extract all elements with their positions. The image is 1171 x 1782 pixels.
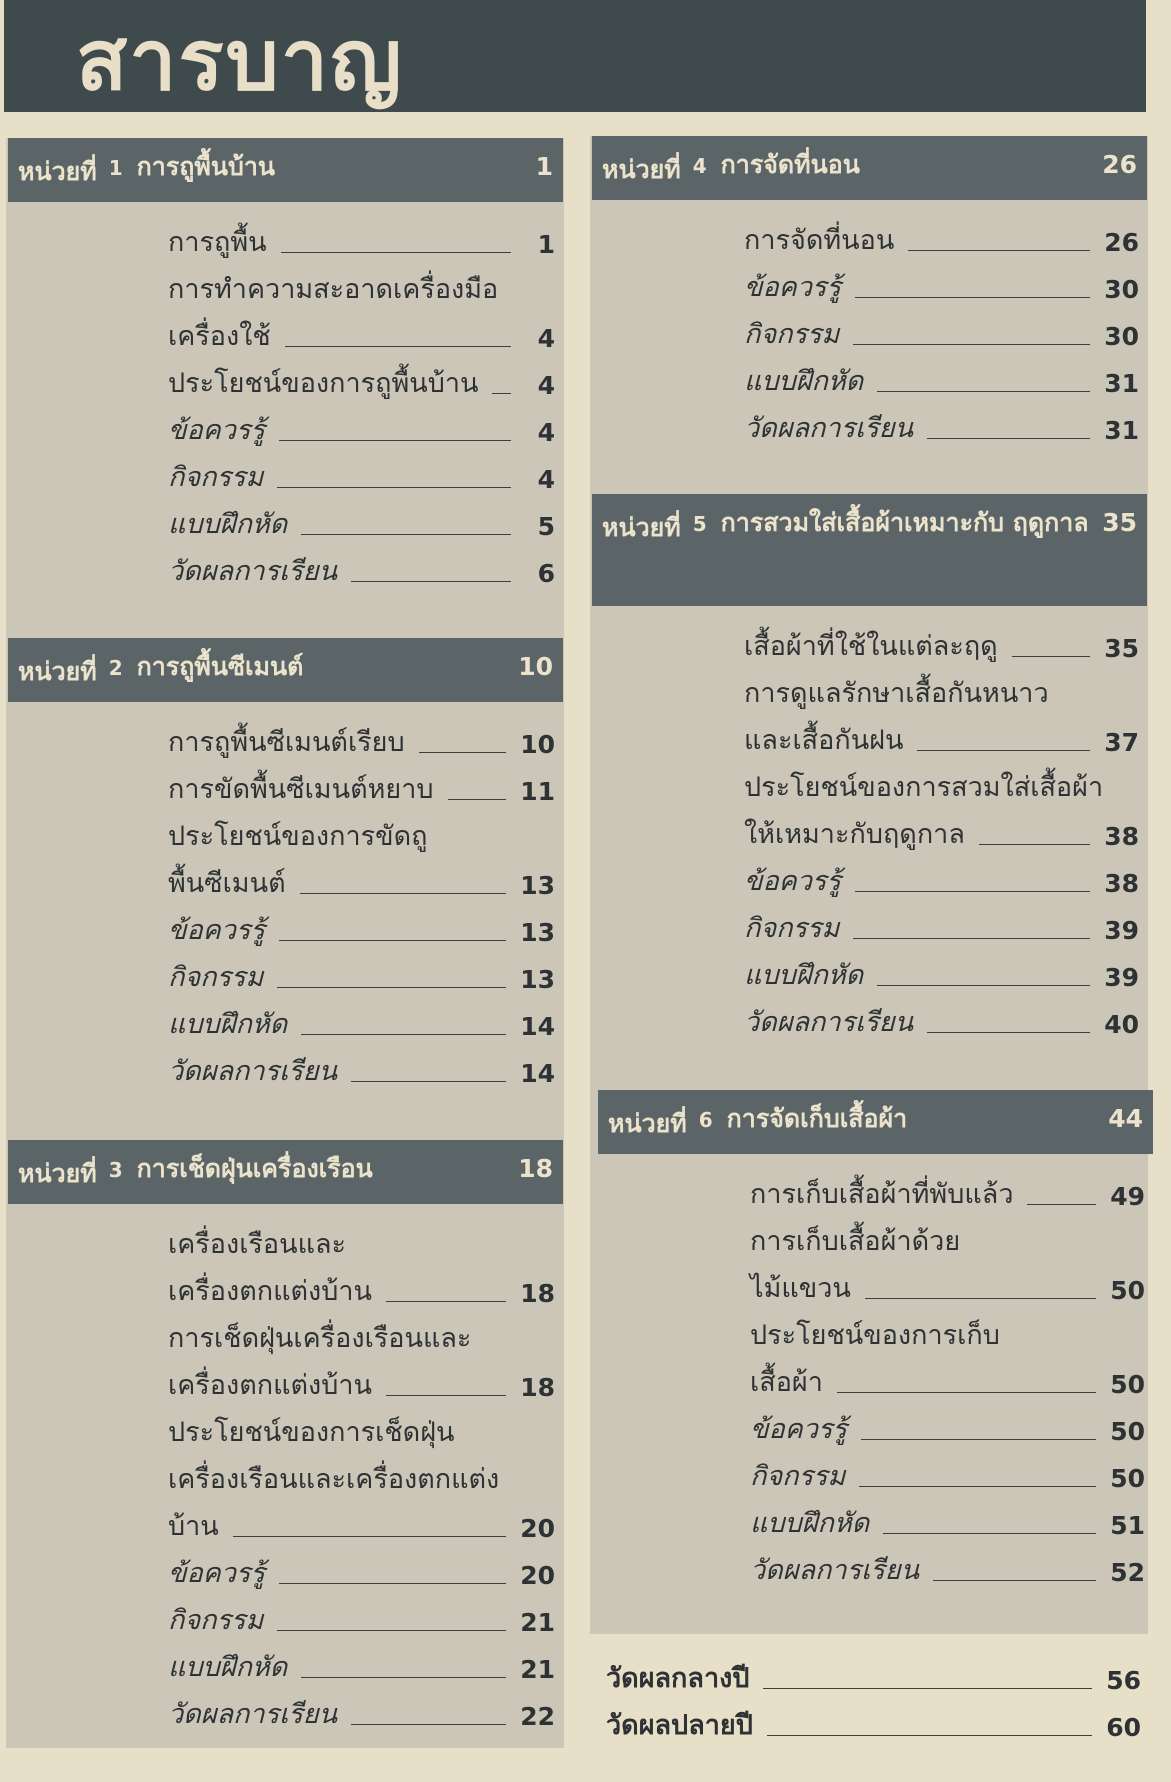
unit-section (8, 1140, 563, 1735)
leader-line (1012, 656, 1090, 657)
entry-title: แบบฝึกหัด (744, 366, 864, 397)
unit-header[interactable] (8, 638, 563, 702)
entry-page: 20 (520, 1561, 555, 1590)
toc-entry[interactable] (8, 451, 555, 498)
toc-entry[interactable] (598, 1450, 1145, 1497)
entry-page: 49 (1110, 1182, 1145, 1211)
entry-page: 39 (1104, 963, 1139, 992)
toc-entry[interactable] (598, 1544, 1145, 1591)
toc-entry[interactable] (598, 1497, 1145, 1544)
unit-entries (598, 1154, 1153, 1591)
entry-title: ข้อควรรู้ (750, 1414, 847, 1445)
toc-entry[interactable] (592, 855, 1139, 902)
leader-line (301, 534, 511, 535)
toc-entry[interactable] (8, 1218, 555, 1265)
toc-entry[interactable] (8, 357, 555, 404)
entry-title: แบบฝึกหัด (168, 1009, 288, 1040)
unit-number: 1 (108, 156, 123, 180)
unit-section (592, 136, 1147, 449)
toc-entry[interactable] (598, 1356, 1145, 1403)
leader-line (279, 440, 511, 441)
entry-page: 18 (520, 1373, 555, 1402)
entry-title: การขัดพื้นซีเมนต์หยาบ (168, 774, 434, 805)
entry-page: 11 (520, 777, 555, 806)
entry-title: ประโยชน์ของการขัดถู (168, 821, 428, 852)
entry-title: เครื่องตกแต่งบ้าน (168, 1276, 372, 1307)
unit-section (8, 138, 563, 592)
entry-page: 50 (1110, 1417, 1145, 1446)
toc-entry[interactable] (598, 1403, 1145, 1450)
unit-label: หน่วยที่ (602, 155, 681, 184)
entry-page: 6 (537, 559, 555, 588)
entry-page: 37 (1104, 728, 1139, 757)
page-title: สารบาญ (76, 11, 404, 109)
leader-line (853, 344, 1090, 345)
leader-line (853, 938, 1090, 939)
leader-line (279, 940, 506, 941)
leader-line (351, 1081, 506, 1082)
unit-section (8, 638, 563, 1092)
entry-title: ข้อควรรู้ (744, 272, 841, 303)
leader-line (301, 1677, 506, 1678)
toc-entry[interactable] (598, 1309, 1145, 1356)
toc-entry[interactable] (8, 1406, 555, 1453)
entry-page: 13 (520, 871, 555, 900)
unit-number: 3 (108, 1158, 123, 1182)
unit-header[interactable] (592, 494, 1147, 606)
toc-entry[interactable] (8, 1641, 555, 1688)
leader-line (277, 487, 511, 488)
entry-title: วัดผลการเรียน (744, 413, 914, 444)
leader-line (837, 1392, 1096, 1393)
leader-line (277, 987, 506, 988)
leader-line (865, 1298, 1096, 1299)
toc-entry[interactable] (606, 1652, 1141, 1699)
toc-entry[interactable] (8, 1500, 555, 1547)
leader-line (927, 1032, 1090, 1033)
leader-line (979, 844, 1090, 845)
unit-header[interactable] (592, 136, 1147, 200)
entry-title: การดูแลรักษาเสื้อกันหนาว (744, 678, 1049, 709)
entry-title: เครื่องตกแต่งบ้าน (168, 1370, 372, 1401)
toc-entry[interactable] (592, 902, 1139, 949)
leader-line (386, 1301, 506, 1302)
unit-entries (8, 702, 563, 1092)
toc-entry[interactable] (592, 261, 1139, 308)
entry-title: ข้อควรรู้ (168, 415, 265, 446)
entry-title: พื้นซีเมนต์ (168, 868, 286, 899)
entry-page: 4 (537, 418, 555, 447)
entry-page: 4 (537, 465, 555, 494)
leader-line (861, 1439, 1096, 1440)
entry-title: การถูพื้นซีเมนต์เรียบ (168, 727, 405, 758)
entry-page: 13 (520, 918, 555, 947)
toc-entry[interactable] (598, 1262, 1145, 1309)
entry-page: 39 (1104, 916, 1139, 945)
toc-entry[interactable] (8, 1265, 555, 1312)
leader-line (301, 1034, 506, 1035)
entry-title: วัดผลการเรียน (168, 1056, 338, 1087)
entry-page: 13 (520, 965, 555, 994)
toc-entry[interactable] (592, 620, 1139, 667)
entry-title: ข้อควรรู้ (744, 866, 841, 897)
toc-entry[interactable] (8, 1688, 555, 1735)
unit-header[interactable] (8, 1140, 563, 1204)
entry-page: 21 (520, 1655, 555, 1684)
leader-line (883, 1533, 1096, 1534)
entry-title: บ้าน (168, 1511, 219, 1542)
title-banner (4, 0, 1146, 112)
toc-entry[interactable] (8, 1453, 555, 1500)
entry-page: 1 (537, 230, 555, 259)
entry-page: 35 (1104, 634, 1139, 663)
unit-title: การเช็ดฝุ่นเครื่องเรือน (136, 1154, 373, 1183)
entry-title: กิจกรรม (168, 1605, 264, 1636)
toc-entry[interactable] (598, 1215, 1145, 1262)
entry-title: แบบฝึกหัด (750, 1508, 870, 1539)
entry-title: และเสื้อกันฝน (744, 725, 904, 756)
toc-entry[interactable] (8, 1594, 555, 1641)
toc-entry[interactable] (606, 1699, 1141, 1746)
leader-line (386, 1395, 506, 1396)
toc-entry[interactable] (8, 310, 555, 357)
leader-line (933, 1580, 1096, 1581)
entry-page: 22 (520, 1702, 555, 1731)
entry-title: เครื่องเรือนและเครื่องตกแต่ง (168, 1464, 500, 1495)
entry-page: 50 (1110, 1276, 1145, 1305)
entry-title: การทำความสะอาดเครื่องมือ (168, 274, 499, 305)
entry-title: เครื่องเรือนและ (168, 1229, 347, 1260)
toc-entry[interactable] (8, 404, 555, 451)
entry-title: ประโยชน์ของการเช็ดฝุ่น (168, 1417, 455, 1448)
unit-entries (8, 202, 563, 592)
toc-entry[interactable] (8, 998, 555, 1045)
entry-page: 26 (1104, 228, 1139, 257)
toc-entry[interactable] (8, 1547, 555, 1594)
entry-title: วัดผลการเรียน (744, 1007, 914, 1038)
entry-title: แบบฝึกหัด (744, 960, 864, 991)
leader-line (351, 581, 511, 582)
entry-page: 31 (1104, 416, 1139, 445)
toc-entry[interactable] (8, 857, 555, 904)
entry-page: 14 (520, 1012, 555, 1041)
entry-page: 38 (1104, 822, 1139, 851)
entry-title: กิจกรรม (168, 962, 264, 993)
toc-entry[interactable] (592, 714, 1139, 761)
unit-number: 2 (108, 656, 123, 680)
unit-entries (592, 606, 1147, 1043)
leader-line (279, 1583, 506, 1584)
toc-entry[interactable] (8, 810, 555, 857)
entry-page: 21 (520, 1608, 555, 1637)
entry-title: ข้อควรรู้ (168, 1558, 265, 1589)
toc-entry[interactable] (8, 1045, 555, 1092)
unit-title: การจัดที่นอน (720, 150, 860, 179)
entry-title: การจัดที่นอน (744, 225, 895, 256)
entry-title: ประโยชน์ของการเก็บ (750, 1320, 1000, 1351)
unit-label: หน่วยที่ (18, 657, 97, 686)
entry-title: แบบฝึกหัด (168, 509, 288, 540)
entry-page: 4 (537, 324, 555, 353)
toc-entry[interactable] (8, 1359, 555, 1406)
entry-page: 18 (520, 1279, 555, 1308)
entry-title: การเก็บเสื้อผ้าด้วย (750, 1226, 961, 1257)
toc-entry[interactable] (8, 498, 555, 545)
unit-number: 4 (692, 154, 707, 178)
entry-page: 4 (537, 371, 555, 400)
entry-page: 38 (1104, 869, 1139, 898)
entry-page: 60 (1106, 1713, 1141, 1742)
entry-title: วัดผลการเรียน (168, 556, 338, 587)
toc-entry[interactable] (592, 402, 1139, 449)
unit-label: หน่วยที่ (602, 513, 681, 542)
toc-entry[interactable] (8, 951, 555, 998)
entry-title: การถูพื้น (168, 227, 267, 258)
entry-title: เสื้อผ้า (750, 1367, 823, 1398)
leader-line (351, 1724, 506, 1725)
unit-page: 18 (518, 1154, 553, 1183)
entry-title: วัดผลการเรียน (168, 1699, 338, 1730)
toc-entry[interactable] (8, 904, 555, 951)
toc-entry[interactable] (8, 545, 555, 592)
unit-header[interactable] (8, 138, 563, 202)
entry-page: 52 (1110, 1558, 1145, 1587)
unit-section (598, 1090, 1153, 1591)
entry-page: 31 (1104, 369, 1139, 398)
toc-entry[interactable] (592, 949, 1139, 996)
unit-entries (8, 1204, 563, 1735)
unit-section (592, 494, 1147, 1043)
unit-page: 1 (535, 152, 553, 181)
entry-title: เครื่องใช้ (168, 321, 271, 352)
entry-title: วัดผลการเรียน (750, 1555, 920, 1586)
entry-title: วัดผลกลางปี (606, 1663, 750, 1694)
leader-line (877, 985, 1090, 986)
entry-title: วัดผลปลายปี (606, 1710, 753, 1741)
toc-entry[interactable] (592, 761, 1139, 808)
unit-label: หน่วยที่ (608, 1109, 687, 1138)
unit-page: 10 (518, 652, 553, 681)
unit-label: หน่วยที่ (18, 1159, 97, 1188)
toc-entry[interactable] (592, 808, 1139, 855)
entry-title: ประโยชน์ของการสวมใส่เสื้อผ้า (744, 772, 1104, 803)
unit-number: 6 (698, 1108, 713, 1132)
entry-page: 40 (1104, 1010, 1139, 1039)
leader-line (448, 799, 507, 800)
unit-header[interactable] (598, 1090, 1153, 1154)
leader-line (855, 891, 1090, 892)
unit-page: 26 (1102, 150, 1137, 179)
entry-page: 50 (1110, 1464, 1145, 1493)
entry-page: 50 (1110, 1370, 1145, 1399)
toc-entry[interactable] (8, 216, 555, 263)
leader-line (492, 393, 511, 394)
entry-page: 30 (1104, 322, 1139, 351)
leader-line (281, 252, 511, 253)
leader-line (927, 438, 1090, 439)
unit-title: การสวมใส่เสื้อผ้าเหมาะกับ ฤดูกาล (720, 508, 1089, 537)
leader-line (877, 391, 1090, 392)
leader-line (285, 346, 511, 347)
entry-title: การเช็ดฝุ่นเครื่องเรือนและ (168, 1323, 472, 1354)
leader-line (419, 752, 507, 753)
entry-title: แบบฝึกหัด (168, 1652, 288, 1683)
toc-entry[interactable] (598, 1168, 1145, 1215)
unit-page: 35 (1102, 508, 1137, 537)
leader-line (300, 893, 507, 894)
toc-entry[interactable] (8, 1312, 555, 1359)
leader-line (277, 1630, 506, 1631)
unit-page: 44 (1108, 1104, 1143, 1133)
leader-line (1027, 1204, 1096, 1205)
entry-title: กิจกรรม (744, 913, 840, 944)
entry-title: กิจกรรม (744, 319, 840, 350)
unit-label: หน่วยที่ (18, 157, 97, 186)
entry-page: 5 (537, 512, 555, 541)
entry-page: 10 (520, 730, 555, 759)
unit-title: การจัดเก็บเสื้อผ้า (726, 1104, 908, 1133)
unit-number: 5 (692, 512, 707, 536)
entry-title: ประโยชน์ของการถูพื้นบ้าน (168, 368, 479, 399)
unit-title: การถูพื้นบ้าน (136, 152, 275, 181)
leader-line (908, 250, 1090, 251)
toc-entry[interactable] (8, 263, 555, 310)
toc-entry[interactable] (8, 763, 555, 810)
toc-entry[interactable] (592, 667, 1139, 714)
entry-title: กิจกรรม (750, 1461, 846, 1492)
toc-entry[interactable] (592, 996, 1139, 1043)
entry-title: ข้อควรรู้ (168, 915, 265, 946)
leader-line (855, 297, 1090, 298)
toc-entry[interactable] (8, 716, 555, 763)
toc-entry[interactable] (592, 308, 1139, 355)
entry-title: การเก็บเสื้อผ้าที่พับแล้ว (750, 1179, 1014, 1210)
entry-page: 56 (1106, 1666, 1141, 1695)
unit-title: การถูพื้นซีเมนต์ (136, 652, 304, 681)
entry-title: ไม้แขวน (750, 1273, 851, 1304)
toc-entry[interactable] (592, 355, 1139, 402)
entry-page: 30 (1104, 275, 1139, 304)
leader-line (917, 750, 1090, 751)
leader-line (763, 1688, 1092, 1689)
entry-title: เสื้อผ้าที่ใช้ในแต่ละฤดู (744, 631, 998, 662)
leader-line (859, 1486, 1096, 1487)
toc-entry[interactable] (592, 214, 1139, 261)
leader-line (233, 1536, 506, 1537)
entry-page: 20 (520, 1514, 555, 1543)
entry-page: 14 (520, 1059, 555, 1088)
entry-page: 51 (1110, 1511, 1145, 1540)
unit-entries (592, 200, 1147, 449)
toc-final-entries (606, 1652, 1141, 1746)
entry-title: ให้เหมาะกับฤดูกาล (744, 819, 965, 850)
entry-title: กิจกรรม (168, 462, 264, 493)
leader-line (767, 1735, 1092, 1736)
